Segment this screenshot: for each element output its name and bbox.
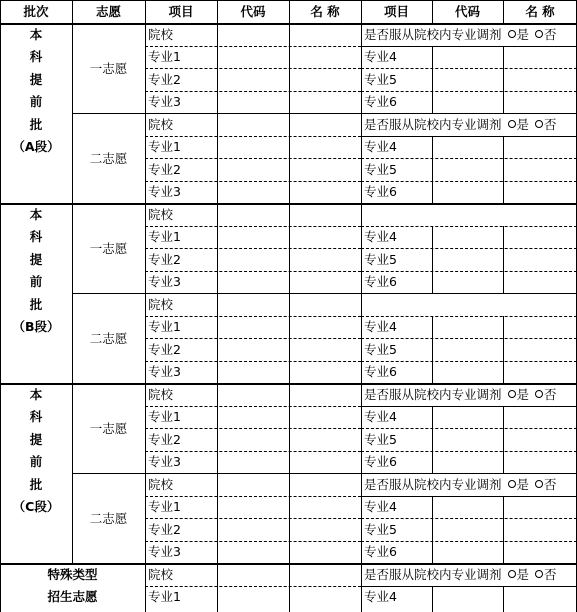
grid-line [503,136,504,204]
grid-line [503,226,504,294]
grid-line [145,406,361,407]
adjust-no-radio[interactable] [535,480,543,488]
grid-line [361,518,577,519]
major-label: 专业6 [364,454,397,470]
grid-line [72,113,577,114]
adjust-yes-label: 是 [516,386,530,402]
grid-line [145,68,361,69]
grid-line [503,496,504,564]
adjust-no-radio[interactable] [535,390,543,398]
adjust-question: 是否服从院校内专业调剂 [364,386,502,402]
adjust-question-row [361,473,577,496]
batch-label-char: （A段） [12,139,60,155]
major-label: 专业2 [148,251,181,267]
header-preference: 志愿 [95,4,121,19]
major-label: 专业6 [364,94,397,110]
major-label: 专业3 [148,454,181,470]
major-label: 专业2 [148,521,181,537]
batch-label-char: 科 [29,229,43,245]
grid-line [432,136,433,204]
grid-line [361,226,577,227]
grid-line [361,541,577,542]
major-label: 专业3 [148,184,181,200]
grid-line [361,158,577,159]
major-label: 专业3 [148,544,181,560]
grid-line [361,338,577,339]
grid-line [432,316,433,384]
major-label: 专业2 [148,71,181,87]
header-name: 名 称 [310,4,340,19]
major-label: 专业4 [364,319,397,335]
major-label: 专业4 [364,499,397,515]
grid-line [432,496,433,564]
adjust-question-row [361,563,577,586]
batch-label-char: 前 [29,454,43,470]
adjust-question: 是否服从院校内专业调剂 [364,26,502,42]
grid-line [145,158,361,159]
grid-line [72,473,577,474]
adjust-question-row [361,383,577,406]
major-label: 专业1 [148,49,181,65]
adjust-no-label: 否 [544,386,557,402]
grid-line [361,0,362,612]
grid-line [361,586,577,587]
batch-label-char: 科 [29,49,43,65]
major-label: 专业4 [364,409,397,425]
grid-line [145,181,361,182]
adjust-yes-radio[interactable] [508,570,516,578]
major-label: 专业5 [364,521,397,537]
school-label: 院校 [148,116,174,132]
grid-line [432,0,433,23]
adjust-yes-radio[interactable] [508,120,516,128]
grid-line [145,451,361,452]
adjust-no-label: 否 [544,566,557,582]
grid-line [361,91,577,92]
major-label: 专业1 [148,139,181,155]
major-label: 专业2 [148,341,181,357]
adjust-no-radio[interactable] [535,570,543,578]
major-label: 专业4 [364,49,397,65]
special-type-label: 特殊类型 [47,566,98,582]
header-item: 项目 [168,4,194,19]
grid-line [432,406,433,474]
grid-line [361,136,577,137]
batch-label-char: 批 [29,116,43,132]
preference-second: 二志愿 [89,330,128,346]
preference-second: 二志愿 [89,150,128,166]
batch-label-char: 科 [29,409,43,425]
adjust-yes-label: 是 [516,476,530,492]
grid-line [145,316,361,317]
grid-line [145,226,361,227]
major-label: 专业1 [148,319,181,335]
header-name-right: 名 称 [525,4,555,19]
grid-line [361,428,577,429]
grid-line [503,316,504,384]
grid-line [145,136,361,137]
grid-line [145,518,361,519]
grid-line [145,338,361,339]
grid-line [217,0,218,612]
major-label: 专业4 [364,229,397,245]
major-label: 专业3 [148,94,181,110]
adjust-no-label: 否 [544,476,557,492]
major-label: 专业1 [148,229,181,245]
batch-label-char: 前 [29,94,43,110]
grid-line [361,496,577,497]
grid-line [145,248,361,249]
adjust-yes-label: 是 [516,116,530,132]
preference-first: 一志愿 [89,60,128,76]
major-label: 专业5 [364,341,397,357]
adjust-no-label: 否 [544,26,557,42]
school-label: 院校 [148,566,174,582]
adjust-yes-radio[interactable] [508,390,516,398]
grid-line [145,496,361,497]
batch-label-char: 本 [29,206,43,222]
grid-line [361,361,577,362]
adjust-yes-radio[interactable] [508,480,516,488]
adjust-no-radio[interactable] [535,120,543,128]
grid-line [361,68,577,69]
batch-label-char: 本 [29,26,43,42]
grid-line [361,316,577,317]
grid-line [361,451,577,452]
school-label: 院校 [148,296,174,312]
grid-line [432,586,433,612]
batch-label-char: 提 [29,251,43,267]
grid-line [361,181,577,182]
preference-second: 二志愿 [89,510,128,526]
batch-label-char: 批 [29,296,43,312]
grid-line [145,361,361,362]
major-label: 专业5 [364,71,397,87]
adjust-no-label: 否 [544,116,557,132]
major-label: 专业4 [364,589,397,605]
major-label: 专业5 [364,431,397,447]
adjust-question: 是否服从院校内专业调剂 [364,476,502,492]
adjust-question: 是否服从院校内专业调剂 [364,566,502,582]
grid-line [432,226,433,294]
grid-line [72,0,73,563]
grid-line [145,428,361,429]
major-label: 专业3 [148,364,181,380]
batch-label-char: 本 [29,386,43,402]
grid-line [145,271,361,272]
header-code-right: 代码 [454,4,480,19]
major-label: 专业1 [148,589,181,605]
major-label: 专业3 [148,274,181,290]
school-label: 院校 [148,206,174,222]
major-label: 专业1 [148,499,181,515]
major-label: 专业6 [364,274,397,290]
grid-line [432,46,433,114]
batch-label-char: 前 [29,274,43,290]
grid-line [503,406,504,474]
school-label: 院校 [148,386,174,402]
grid-line [503,0,504,23]
grid-line [145,541,361,542]
adjust-question: 是否服从院校内专业调剂 [364,116,502,132]
grid-line [503,586,504,612]
grid-line [145,0,146,612]
school-label: 院校 [148,26,174,42]
major-label: 专业2 [148,431,181,447]
batch-label-char: 提 [29,431,43,447]
major-label: 专业5 [364,251,397,267]
batch-label-char: （C段） [12,499,60,515]
adjust-no-radio[interactable] [535,30,543,38]
major-label: 专业1 [148,409,181,425]
grid-line [145,91,361,92]
adjust-question-row [361,113,577,136]
major-label: 专业5 [364,161,397,177]
grid-line [361,406,577,407]
adjust-question-row [361,23,577,46]
grid-line [361,248,577,249]
preference-first: 一志愿 [89,240,128,256]
grid-line [361,271,577,272]
grid-line [361,46,577,47]
adjust-yes-label: 是 [516,566,530,582]
major-label: 专业4 [364,139,397,155]
batch-label-char: （B段） [12,319,60,335]
grid-line [145,46,361,47]
batch-label-char: 批 [29,476,43,492]
header-item-right: 项目 [383,4,409,19]
grid-line [145,586,361,587]
major-label: 专业6 [364,544,397,560]
grid-line [289,0,290,612]
grid-line [0,0,1,612]
batch-label-char: 提 [29,71,43,87]
major-label: 专业6 [364,184,397,200]
header-batch: 批次 [23,4,49,19]
grid-line [72,293,577,294]
school-label: 院校 [148,476,174,492]
grid-line [503,46,504,114]
special-type-label-2: 招生志愿 [47,589,98,605]
preference-first: 一志愿 [89,420,128,436]
major-label: 专业2 [148,161,181,177]
adjust-yes-label: 是 [516,26,530,42]
header-code: 代码 [240,4,266,19]
major-label: 专业6 [364,364,397,380]
adjust-yes-radio[interactable] [508,30,516,38]
